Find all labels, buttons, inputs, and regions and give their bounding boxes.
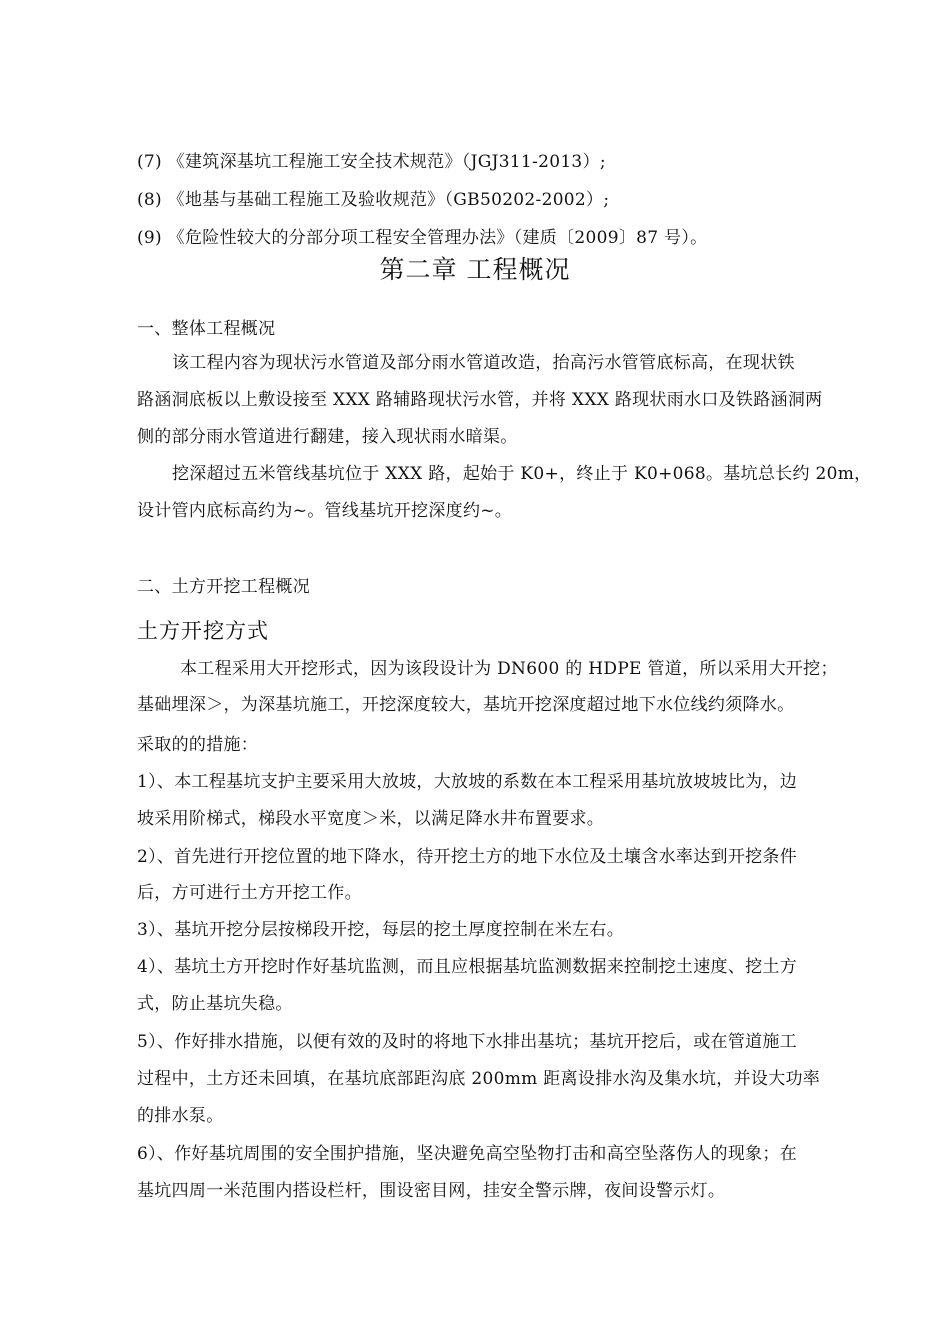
paragraph-line: 路涵洞底板以上敷设接至 XXX 路辅路现状污水管，并将 XXX 路现状雨水口及铁路涵洞两 [137,390,823,410]
measure-item-1-cont: 坡采用阶梯式，梯段水平宽度＞米，以满足降水井布置要求。 [137,809,605,829]
section-heading-overview: 一、整体工程概况 [137,319,276,339]
reference-item-8: (8) 《地基与基础工程施工及验收规范》（GB50202-2002）; [137,190,610,210]
paragraph-line: 设计管内底标高约为~。管线基坑开挖深度约~。 [137,501,513,521]
chapter-title: 第二章 工程概况 [379,255,571,284]
paragraph-line: 采取的的措施： [137,735,259,755]
reference-item-7: (7) 《建筑深基坑工程施工安全技术规范》（JGJ311-2013）; [137,152,606,172]
paragraph-line: 该工程内容为现状污水管道及部分雨水管道改造，抬高污水管管底标高，在现状铁 [172,353,795,373]
subsection-heading: 土方开挖方式 [137,619,269,643]
paragraph-line: 本工程采用大开挖形式，因为该段设计为 DN600 的 HDPE 管道，所以采用大开挖； [180,659,838,679]
measure-item-6: 6）、作好基坑周围的安全围护措施，坚决避免高空坠物打击和高空坠落伤人的现象；在 [137,1144,798,1164]
measure-item-5: 5）、作好排水措施，以便有效的及时的将地下水排出基坑；基坑开挖后，或在管道施工 [137,1032,798,1052]
paragraph-line: 基础埋深＞，为深基坑施工，开挖深度较大，基坑开挖深度超过地下水位线约须降水。 [137,695,795,715]
paragraph-line: 侧的部分雨水管道进行翻建，接入现状雨水暗渠。 [137,427,518,447]
measure-item-1: 1）、本工程基坑支护主要采用大放坡，大放坡的系数在本工程采用基坑放坡坡比为，边 [137,772,798,792]
measure-item-5-cont: 的排水泵。 [137,1106,224,1126]
measure-item-2-cont: 后，方可进行土方开挖工作。 [137,883,362,903]
measure-item-4: 4）、基坑土方开挖时作好基坑监测，而且应根据基坑监测数据来控制挖土速度、挖土方 [137,957,798,977]
measure-item-4-cont: 式，防止基坑失稳。 [137,994,293,1014]
measure-item-6-cont: 基坑四周一米范围内搭设栏杆，围设密目网，挂安全警示牌，夜间设警示灯。 [137,1181,726,1201]
measure-item-5-cont: 过程中，土方还未回填，在基坑底部距沟底 200mm 距离设排水沟及集水坑，并设大功率 [137,1069,821,1089]
measure-item-2: 2）、首先进行开挖位置的地下降水，待开挖土方的地下水位及土壤含水率达到开挖条件 [137,847,798,867]
reference-item-9: (9) 《危险性较大的分部分项工程安全管理办法》（建质〔2009〕87 号）。 [137,228,708,248]
measure-item-3: 3）、基坑开挖分层按梯段开挖，每层的挖土厚度控制在米左右。 [137,920,625,940]
section-heading-earthwork: 二、土方开挖工程概况 [137,577,310,597]
paragraph-line: 挖深超过五米管线基坑位于 XXX 路，起始于 K0+，终止于 K0+068。基坑总长约 20m， [172,464,872,484]
